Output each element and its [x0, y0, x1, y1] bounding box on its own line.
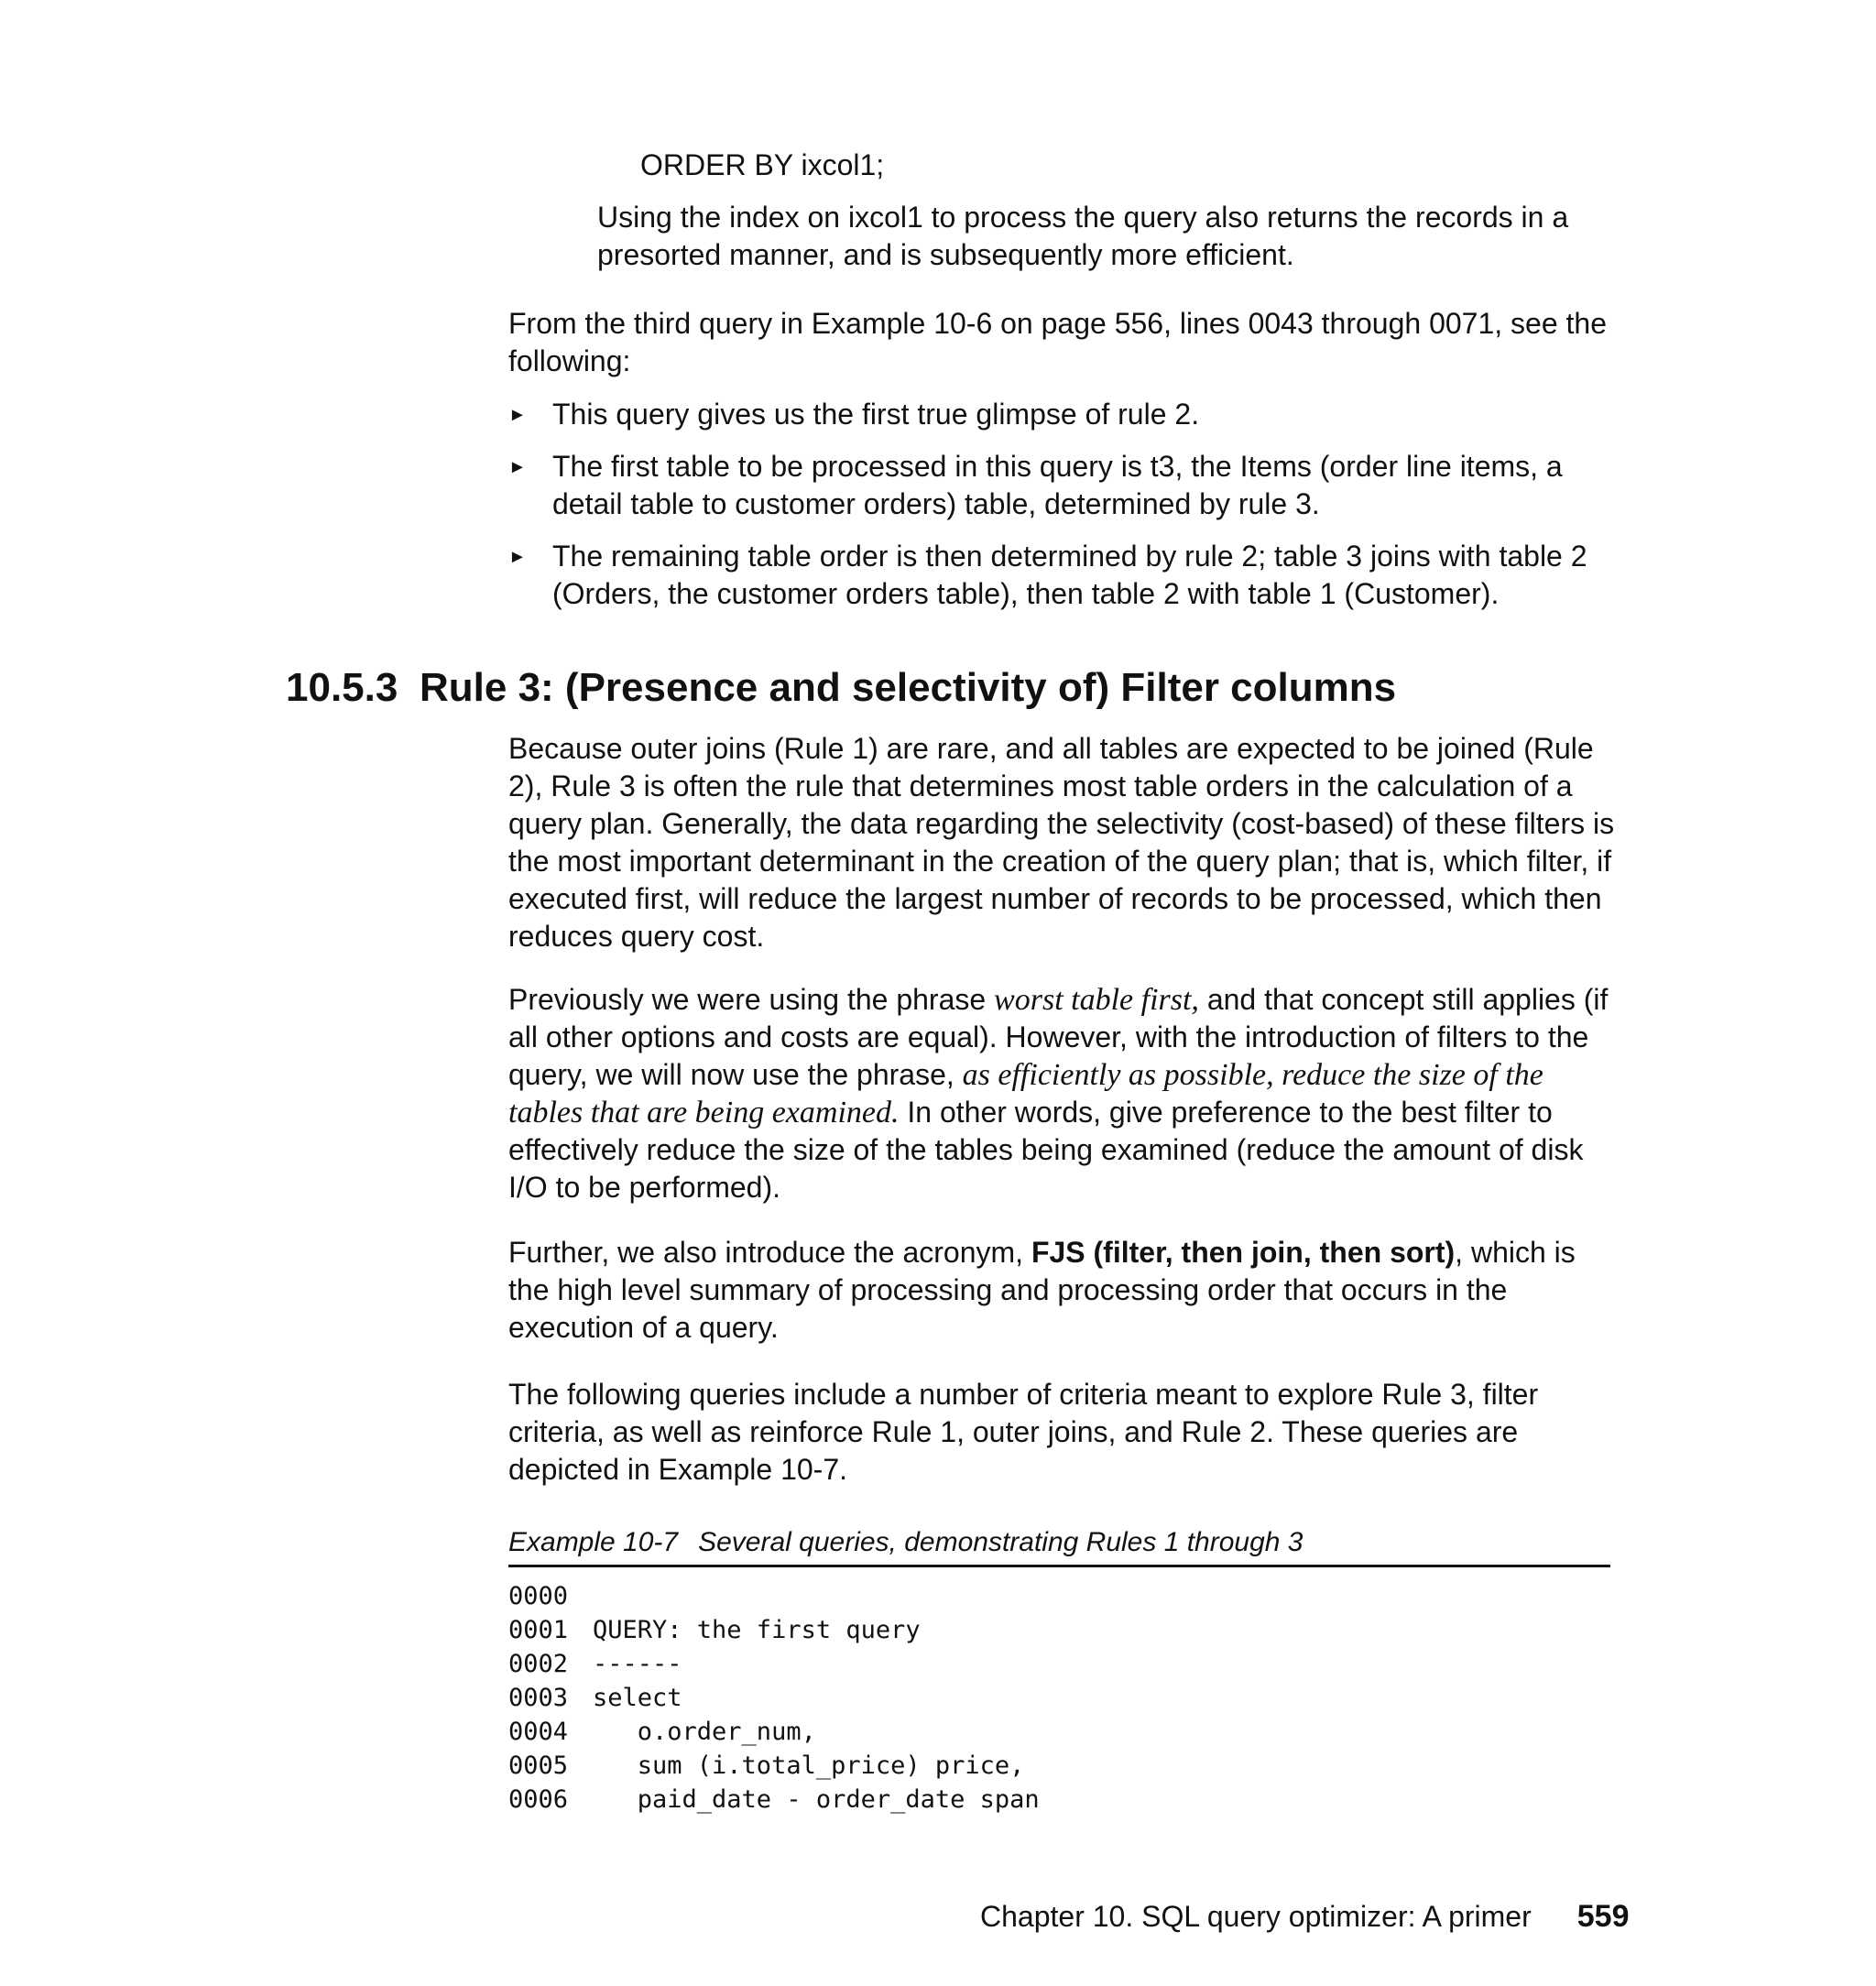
- bullet-text: This query gives us the first true glimpse of rule 2.: [552, 398, 1200, 431]
- italic-phrase: worst table first,: [994, 983, 1199, 1017]
- bold-acronym: FJS (filter, then join, then sort): [1031, 1236, 1456, 1269]
- bullet-arrow-icon: ►: [508, 547, 527, 567]
- paragraph-following-queries: The following queries include a number of criteria meant to explore Rule 3, filter criteria, as well as reinforce Rule 1, outer joins, and Rule 2. These queries are depicted in Example 10-7.: [508, 1378, 1539, 1486]
- example-caption: [508, 1524, 1303, 1561]
- line-code: ------: [593, 1650, 682, 1678]
- example-title: Several queries, demonstrating Rules 1 through 3: [698, 1527, 1303, 1557]
- example-label: Example 10-7: [508, 1527, 679, 1557]
- bullet-item: [508, 396, 1621, 434]
- paragraph-phrase: [508, 981, 1621, 1206]
- bullet-arrow-icon: ►: [508, 457, 527, 477]
- code-line: [508, 1715, 1040, 1749]
- text-run: , which is the high level summary of processing and processing order that occurs in the execution of a query.: [508, 1236, 1576, 1344]
- paragraph-fjs: [508, 1234, 1621, 1347]
- bullet-item: [508, 538, 1621, 613]
- text-run: Further, we also introduce the acronym,: [508, 1236, 1031, 1269]
- line-number: 0005: [508, 1751, 569, 1780]
- page-number: 559: [1576, 1899, 1630, 1934]
- section-title: Rule 3: (Presence and selectivity of) Filter columns: [420, 665, 1397, 710]
- line-code: o.order_num,: [593, 1718, 816, 1746]
- text-run: Previously we were using the phrase: [508, 983, 995, 1016]
- line-number: 0006: [508, 1785, 569, 1814]
- code-line: [508, 1749, 1040, 1783]
- code-fragment: ORDER BY ixcol1;: [640, 148, 885, 181]
- paragraph-rule3-intro: Because outer joins (Rule 1) are rare, and all tables are expected to be joined (Rule 2), Rule 3 is often the rule that determines most table orders in the calculation of a query plan. Generally, the data regarding the selectivity (cost-based) of these filters is the most important determinant in the creation of the query plan; that is, which filter, if executed first, will reduce the largest number of records to be processed, which then reduces query cost.: [508, 732, 1615, 953]
- text-run: and that concept still applies (if all other options and costs are equal). However, with the introduction of filters to the query, we will now use the phrase,: [508, 983, 1609, 1091]
- section-number: 10.5.3: [286, 665, 398, 710]
- indented-paragraph: Using the index on ixcol1 to process the query also returns the records in a presorted manner, and is subsequently more efficient.: [597, 201, 1569, 271]
- line-number: 0003: [508, 1684, 569, 1712]
- line-number: 0004: [508, 1718, 569, 1746]
- code-line: [508, 1647, 1040, 1681]
- example-divider: [508, 1565, 1610, 1567]
- bullet-text: The remaining table order is then determined by rule 2; table 3 joins with table 2 (Orders, the customer orders table), then table 2 with table 1 (Customer).: [552, 540, 1587, 610]
- code-line: [508, 1681, 1040, 1715]
- section-heading: [286, 662, 1396, 714]
- line-number: 0002: [508, 1650, 569, 1678]
- bullet-item: [508, 448, 1621, 523]
- third-query-lead: From the third query in Example 10-6 on page 556, lines 0043 through 0071, see the following:: [508, 307, 1607, 377]
- code-line: [508, 1613, 1040, 1647]
- italic-phrase: as efficiently as possible, reduce the size of the tables that are being examined.: [508, 1058, 1543, 1129]
- code-listing: [508, 1579, 1040, 1817]
- line-code: QUERY: the first query: [593, 1616, 921, 1644]
- code-line: [508, 1783, 1040, 1817]
- line-code: select: [593, 1684, 682, 1712]
- page-footer: [980, 1898, 1629, 1935]
- line-number: 0001: [508, 1616, 569, 1644]
- bullet-arrow-icon: ►: [508, 405, 527, 425]
- line-code: paid_date - order_date span: [593, 1785, 1040, 1814]
- chapter-title: Chapter 10. SQL query optimizer: A primer: [980, 1900, 1532, 1933]
- bullet-text: The first table to be processed in this query is t3, the Items (order line items, a detail table to customer orders) table, determined by rule 3.: [552, 450, 1563, 520]
- text-run: In other words, give preference to the best filter to effectively reduce the size of the tables being examined (reduce the amount of disk I/O to be performed).: [508, 1096, 1584, 1204]
- code-line: [508, 1579, 1040, 1613]
- line-code: sum (i.total_price) price,: [593, 1751, 1025, 1780]
- line-number: 0000: [508, 1582, 569, 1610]
